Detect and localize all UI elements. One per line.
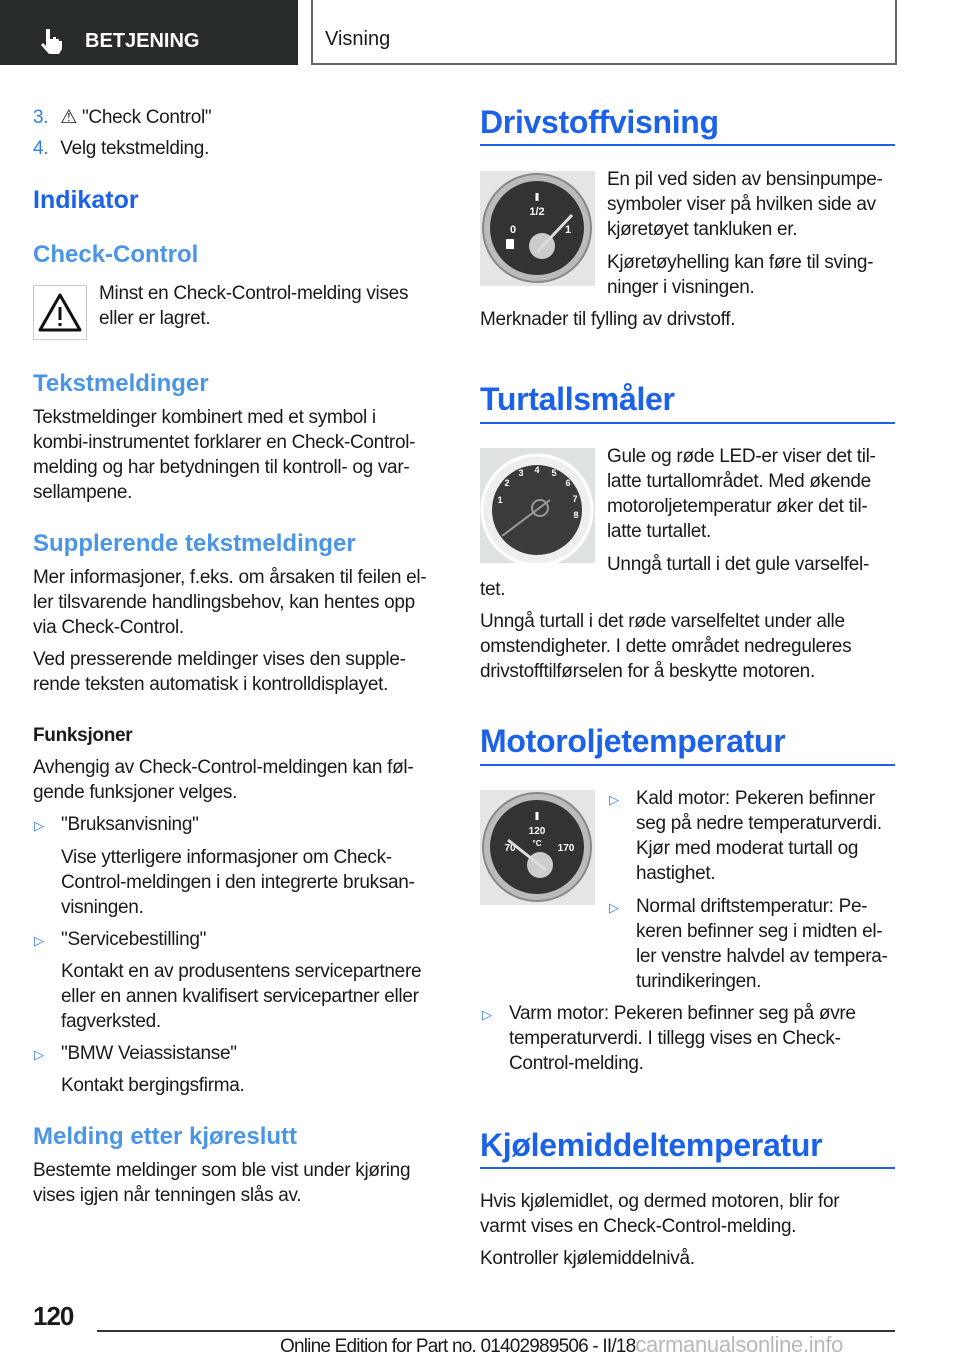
oil-temperature-gauge-image xyxy=(480,790,595,905)
page-number: 120 xyxy=(33,1301,74,1331)
fuel-gauge-image xyxy=(480,171,595,286)
drivstoff-text-2: Kjøretøyhelling kan føre til sving- ninger i visningen. xyxy=(607,252,874,298)
kjole-text-1: Hvis kjølemidlet, og dermed motoren, blir for varmt vises en Check-Control-melding. xyxy=(480,1191,840,1237)
hand-pointer-icon xyxy=(38,27,66,55)
tach-label: 4 xyxy=(534,465,540,475)
bullet-triangle-icon: ▷ xyxy=(34,818,44,833)
heading-motoroljetemperatur: Motoroljetemperatur xyxy=(480,723,786,759)
temp-high-label: 170 xyxy=(557,843,575,854)
bullet-title: "BMW Veiassistanse" xyxy=(61,1043,237,1064)
heading-rule xyxy=(480,144,895,146)
edition-text: Online Edition for Part no. 01402989506 - II/18 xyxy=(280,1336,636,1357)
step-number: 4. xyxy=(33,138,49,159)
tach-label: 6 xyxy=(565,478,571,488)
heading-funksjoner: Funksjoner xyxy=(33,725,133,746)
temp-low-label: 70 xyxy=(504,843,516,854)
heading-supplerende: Supplerende tekstmeldinger xyxy=(33,530,356,557)
bullet-text: Kontakt bergingsfirma. xyxy=(61,1075,245,1096)
heading-rule xyxy=(480,764,895,766)
section-title: BETJENING xyxy=(85,30,200,52)
tach-label: 7 xyxy=(572,494,578,504)
bullet-title: "Servicebestilling" xyxy=(61,929,207,950)
temp-mid-label: 120 xyxy=(528,826,546,837)
tachometer-image xyxy=(480,448,595,563)
kjole-text-2: Kontroller kjølemiddelnivå. xyxy=(480,1248,695,1269)
fuel-half-label: 1/2 xyxy=(529,206,545,218)
funksjoner-text: Avhengig av Check-Control-meldingen kan føl- gende funksjoner velges. xyxy=(33,757,414,803)
temp-unit-label: °C xyxy=(532,839,542,848)
motor-bullet-text: Kald motor: Pekeren befinner seg på nedre temperaturverdi. Kjør med moderat turtall og hastighet. xyxy=(636,788,882,884)
heading-rule xyxy=(480,1167,895,1169)
heading-turtallsmaler: Turtallsmåler xyxy=(480,381,675,417)
heading-check-control: Check-Control xyxy=(33,241,199,268)
bullet-text: Kontakt en av produsentens servicepartnere eller en annen kvalifisert servicepartner eller fagverksted. xyxy=(61,961,422,1032)
step-text: "Check Control" xyxy=(81,107,212,128)
check-control-warning-icon xyxy=(33,285,87,340)
bullet-triangle-icon: ▷ xyxy=(34,1047,44,1062)
tekstmeldinger-text: Tekstmeldinger kombinert med et symbol i kombi-instrumentet forklarer en Check-Control- melding og har betydningen til kontroll- og var- sellampene. xyxy=(33,407,416,503)
melding-text: Bestemte meldinger som ble vist under kjøring vises igjen når tenningen slås av. xyxy=(33,1160,411,1206)
warning-icon: ⚠ xyxy=(60,107,77,128)
drivstoff-text-3: Merknader til fylling av drivstoff. xyxy=(480,309,736,330)
motor-bullet-text: Varm motor: Pekeren befinner seg på øvre temperaturverdi. I tillegg vises en Check- Control-melding. xyxy=(509,1003,856,1074)
check-control-text: Minst en Check-Control-melding vises eller er lagret. xyxy=(99,283,409,329)
heading-rule xyxy=(480,422,895,424)
bullet-triangle-icon: ▷ xyxy=(609,900,619,915)
section-tab xyxy=(0,0,298,65)
step-3 xyxy=(33,105,211,130)
bullet-triangle-icon: ▷ xyxy=(609,792,619,807)
bullet-triangle-icon: ▷ xyxy=(482,1007,492,1022)
heading-drivstoffvisning: Drivstoffvisning xyxy=(480,104,719,140)
fuel-full-label: 1 xyxy=(565,224,572,236)
watermark: carmanualsonline.info xyxy=(635,1332,844,1357)
footer-edition xyxy=(280,1332,843,1358)
bullet-title: "Bruksanvisning" xyxy=(61,814,199,835)
motor-bullet-text: Normal driftstemperatur: Pe- keren befinner seg i midten el- ler venstre halvdel av tempera- turindikeringen. xyxy=(636,896,888,992)
step-4 xyxy=(33,136,209,161)
turtall-text-1: Gule og røde LED-er viser det til- latte turtallområdet. Med økende motoroljetemperatur øker det til- latte turtallet. xyxy=(607,446,876,542)
tach-label: 2 xyxy=(504,478,510,488)
turtall-text-2b: tet. xyxy=(480,579,506,600)
heading-indikator: Indikator xyxy=(33,186,139,214)
bullet-triangle-icon: ▷ xyxy=(34,933,44,948)
bullet-text: Vise ytterligere informasjoner om Check- Control-meldingen i den integrerte bruksan- visningen. xyxy=(61,847,415,918)
heading-melding: Melding etter kjøreslutt xyxy=(33,1123,298,1150)
turtall-text-3: Unngå turtall i det røde varselfeltet under alle omstendigheter. I dette området nedreguleres drivstofftilførselen for å beskytte motoren. xyxy=(480,611,852,682)
tach-label: 1 xyxy=(497,495,503,505)
tach-label: 8 xyxy=(573,510,579,520)
supplerende-text-1: Mer informasjoner, f.eks. om årsaken til feilen el- ler tilsvarende handlingsbehov, kan hentes opp via Check-Control. xyxy=(33,567,427,638)
supplerende-text-2: Ved presserende meldinger vises den supple- rende teksten automatisk i kontrolldisplayet. xyxy=(33,649,406,695)
heading-kjolemiddeltemperatur: Kjølemiddeltemperatur xyxy=(480,1127,823,1163)
heading-tekstmeldinger: Tekstmeldinger xyxy=(33,370,209,397)
turtall-text-2: Unngå turtall i det gule varselfel- xyxy=(607,554,869,575)
tach-label: 5 xyxy=(551,468,557,478)
step-text: Velg tekstmelding. xyxy=(60,138,210,159)
tach-label: 3 xyxy=(518,468,524,478)
fuel-empty-label: 0 xyxy=(510,224,517,236)
chapter-box xyxy=(311,0,897,65)
chapter-title: Visning xyxy=(325,28,391,50)
drivstoff-text-1: En pil ved siden av bensinpumpe- symboler viser på hvilken side av kjøretøyet tankluken er. xyxy=(607,169,883,240)
step-number: 3. xyxy=(33,107,49,128)
